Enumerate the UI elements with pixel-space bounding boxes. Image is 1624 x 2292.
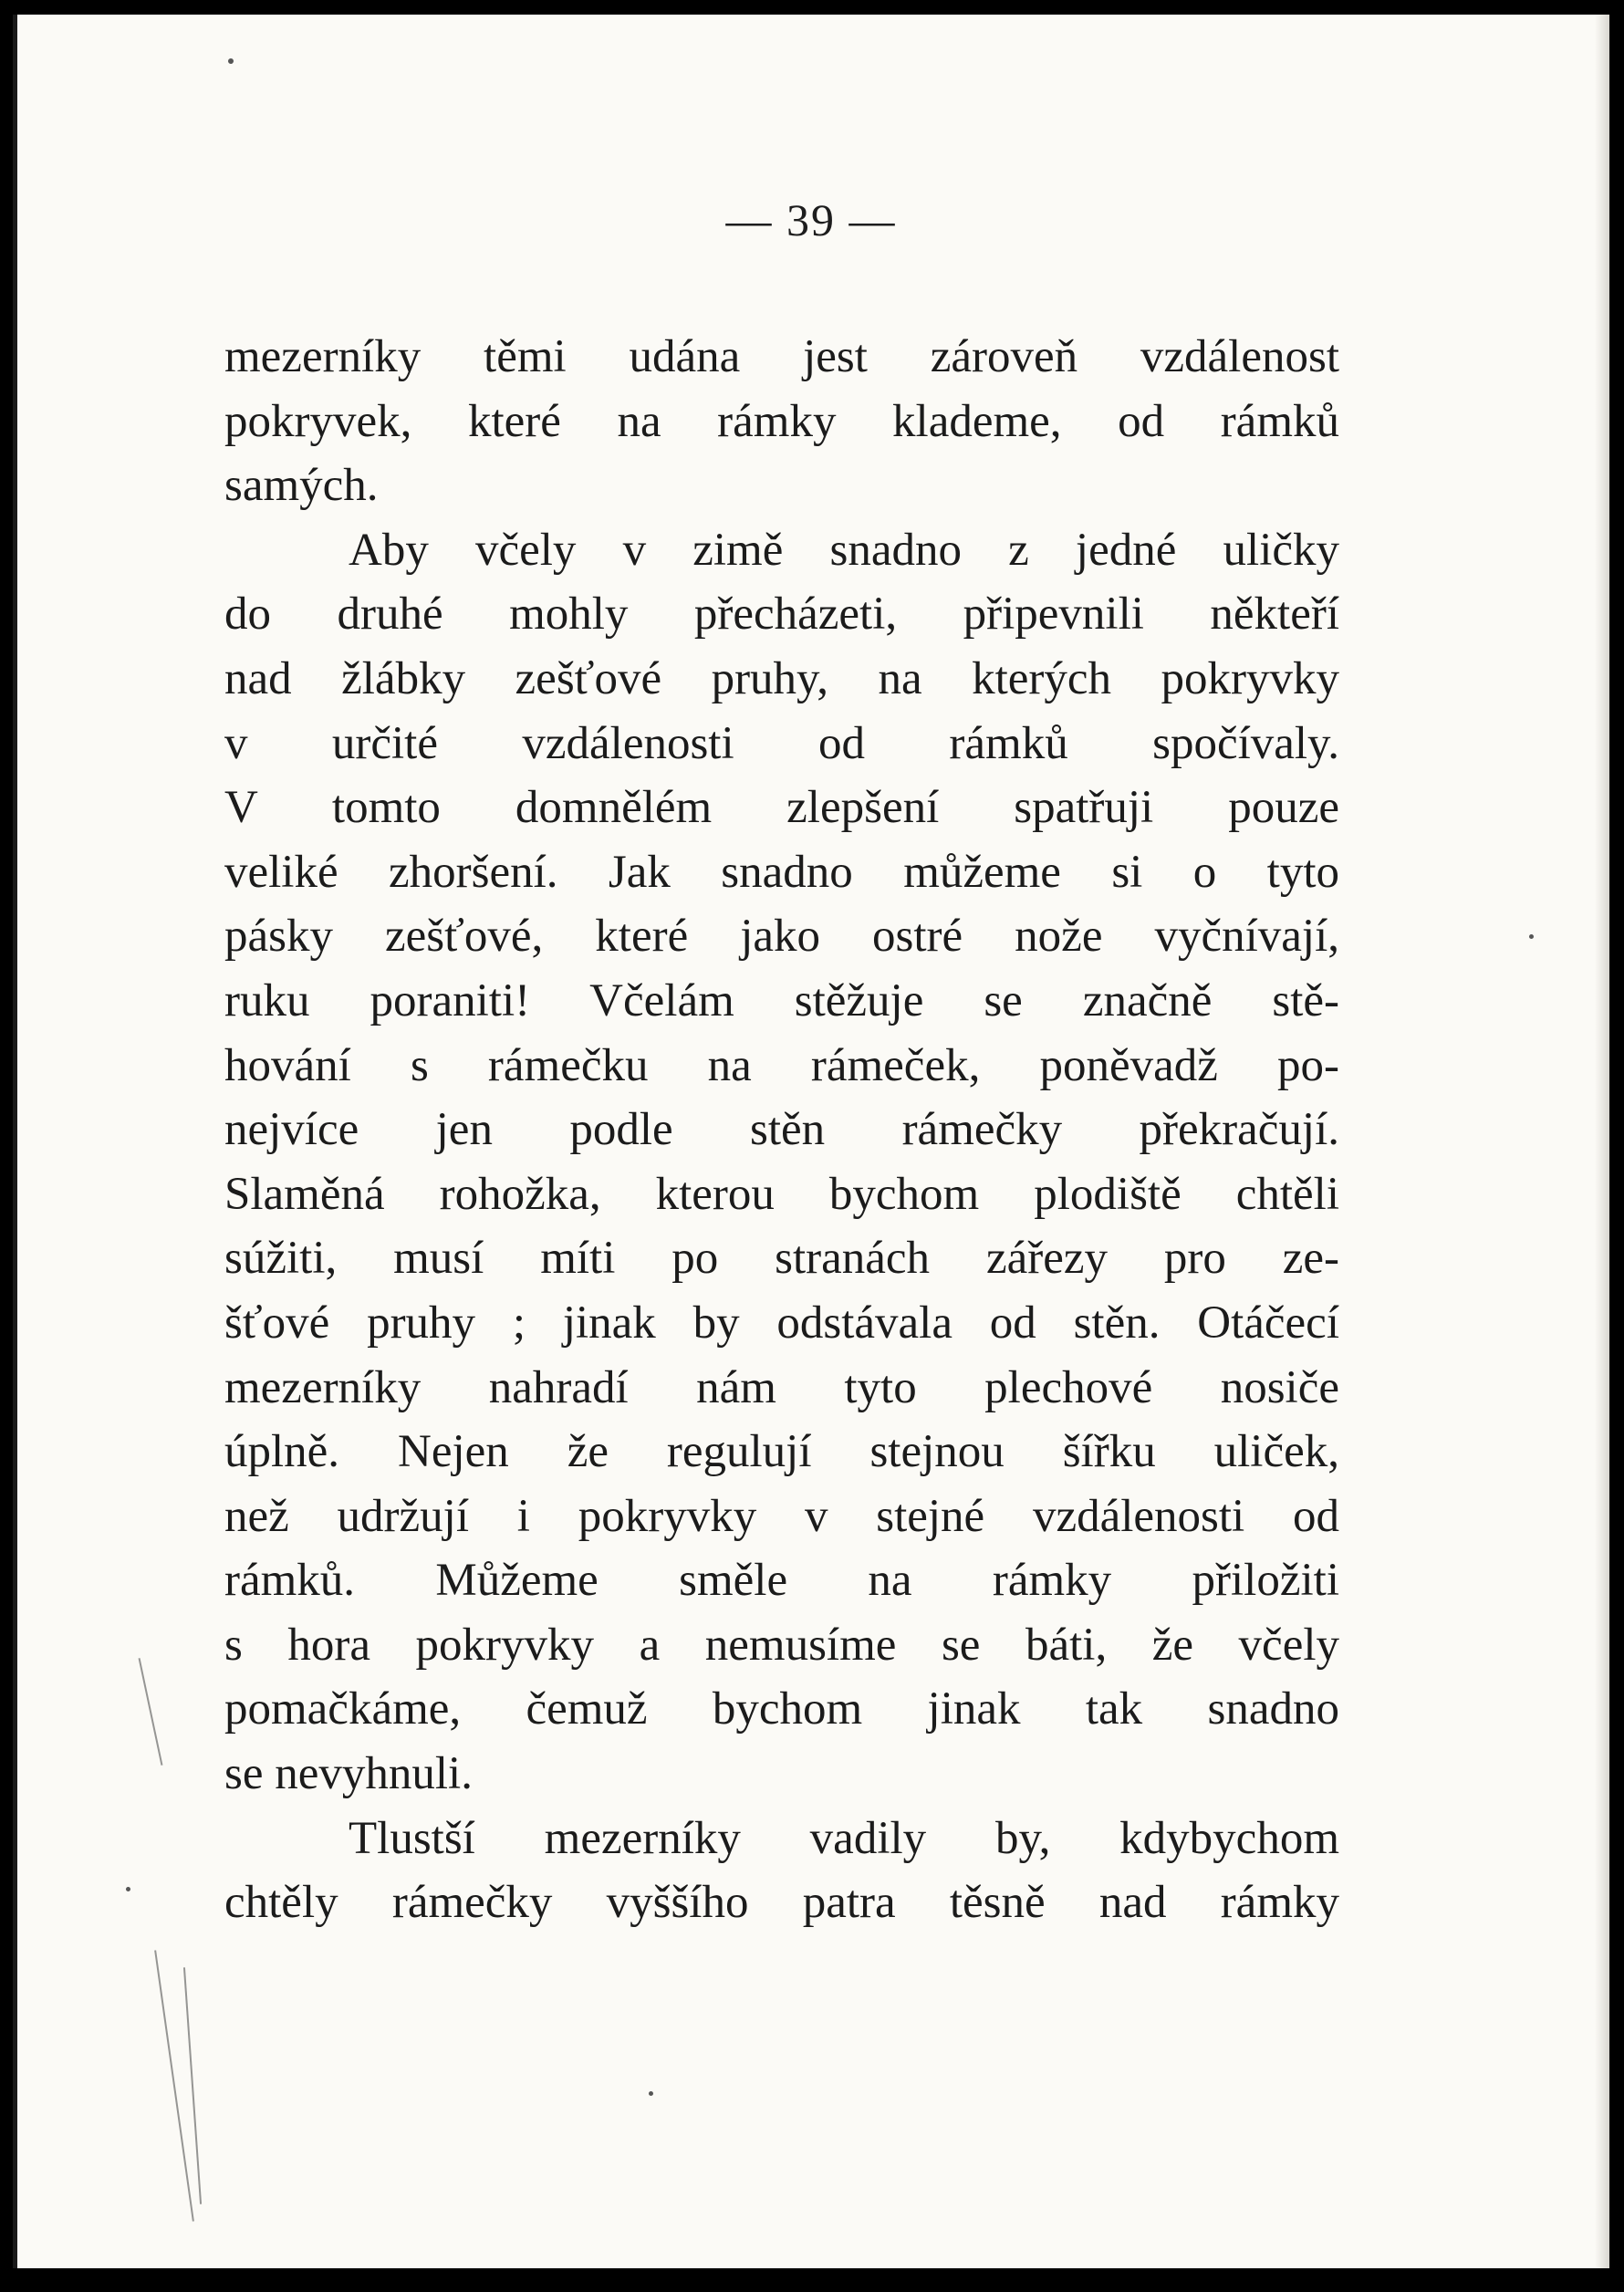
text-line: úplně. Nejen že regulují stejnou šířku uliček, bbox=[224, 1426, 1339, 1478]
text-line: než udržují i pokryvky v stejné vzdálenosti od bbox=[224, 1490, 1339, 1542]
text-line: v určité vzdálenosti od rámků spočívaly. bbox=[224, 717, 1339, 769]
text-line: chtěly rámečky vyššího patra těsně nad rámky bbox=[224, 1877, 1339, 1929]
text-line: ruku poraniti! Včelám stěžuje se značně stě- bbox=[224, 974, 1339, 1026]
text-line: nejvíce jen podle stěn rámečky překračují. bbox=[224, 1104, 1339, 1156]
ink-speck bbox=[228, 58, 234, 64]
text-line: s hora pokryvky a nemusíme se báti, že včely bbox=[224, 1619, 1339, 1671]
text-line: Tlustší mezerníky vadily by, kdybychom bbox=[349, 1812, 1339, 1864]
text-line: mezerníky těmi udána jest zároveň vzdálenost bbox=[224, 331, 1339, 382]
text-line: se nevyhnuli. bbox=[224, 1748, 473, 1800]
page-left-border bbox=[13, 15, 17, 2268]
body-text bbox=[224, 325, 1339, 1935]
text-line: pomačkáme, čemuž bychom jinak tak snadno bbox=[224, 1683, 1339, 1735]
text-line: veliké zhoršení. Jak snadno můžeme si o tyto bbox=[224, 846, 1339, 898]
text-line: pásky zešťové, které jako ostré nože vyčnívají, bbox=[224, 911, 1339, 963]
text-line: šťové pruhy ; jinak by odstávala od stěn. Otáčecí bbox=[224, 1297, 1339, 1349]
paper-scratch bbox=[154, 1950, 194, 2221]
text-line: nad žlábky zešťové pruhy, na kterých pokryvky bbox=[224, 652, 1339, 704]
book-page bbox=[13, 15, 1609, 2268]
text-line: rámků. Můžeme směle na rámky přiložiti bbox=[224, 1555, 1339, 1607]
text-line: Aby včely v zimě snadno z jedné uličky bbox=[349, 524, 1339, 576]
text-line: mezerníky nahradí nám tyto plechové nosiče bbox=[224, 1361, 1339, 1413]
paper-scratch bbox=[139, 1658, 163, 1766]
text-line: pokryvek, které na rámky klademe, od rámků bbox=[224, 395, 1339, 447]
text-line: V tomto domnělém zlepšení spatřuji pouze bbox=[224, 782, 1339, 834]
text-line: do druhé mohly přecházeti, připevnili někteří bbox=[224, 589, 1339, 641]
text-line: hování s rámečku na rámeček, poněvadž po- bbox=[224, 1039, 1339, 1091]
ink-speck bbox=[649, 2091, 653, 2096]
page-right-edge bbox=[1595, 15, 1609, 2268]
text-line: Slaměná rohožka, kterou bychom plodiště chtěli bbox=[224, 1168, 1339, 1220]
ink-speck bbox=[126, 1887, 130, 1891]
text-line: samých. bbox=[224, 460, 379, 512]
page-number: — 39 — bbox=[725, 194, 897, 245]
text-line: súžiti, musí míti po stranách zářezy pro ze- bbox=[224, 1233, 1339, 1285]
ink-speck bbox=[1529, 934, 1534, 939]
